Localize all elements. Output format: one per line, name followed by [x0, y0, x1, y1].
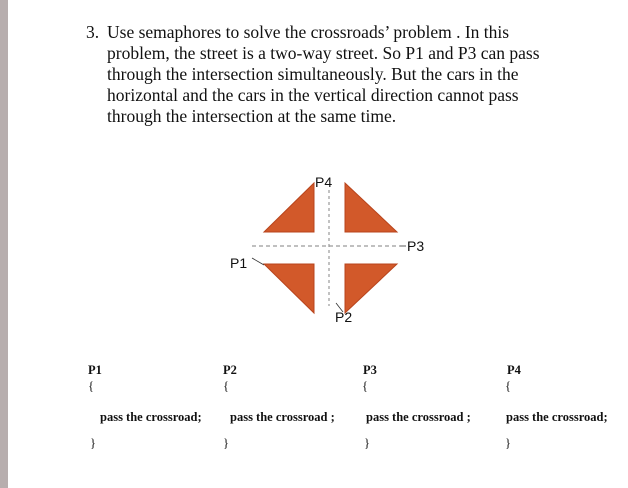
problem-line: problem, the street is a two-way street. So P1 and P3 can pass — [107, 43, 540, 63]
problem-line: through the intersection simultaneously. But the cars in the — [107, 64, 519, 84]
close-brace: } — [223, 436, 229, 450]
process-name: P4 — [507, 363, 521, 377]
top-left-triangle — [264, 183, 314, 232]
process-statement: pass the crossroad; — [100, 410, 202, 424]
p1-label: P1 — [230, 255, 248, 271]
close-brace: } — [364, 436, 370, 450]
p2-label: P2 — [335, 309, 353, 325]
bottom-left-triangle — [264, 264, 314, 313]
p4-label: P4 — [315, 174, 333, 190]
p1-leader-line — [252, 258, 264, 265]
problem-line: horizontal and the cars in the vertical direction cannot pass — [107, 85, 519, 105]
close-brace: } — [90, 436, 96, 450]
process-statement: pass the crossroad; — [506, 410, 608, 424]
process-name: P2 — [223, 363, 237, 377]
close-brace: } — [505, 436, 511, 450]
open-brace: { — [362, 379, 368, 393]
top-right-triangle — [345, 183, 397, 232]
open-brace: { — [505, 379, 511, 393]
process-statement: pass the crossroad ; — [366, 410, 471, 424]
process-name: P1 — [88, 363, 102, 377]
process-statement: pass the crossroad ; — [230, 410, 335, 424]
open-brace: { — [223, 379, 229, 393]
process-name: P3 — [363, 363, 377, 377]
problem-line: through the intersection at the same time. — [107, 106, 397, 126]
p3-label: P3 — [407, 238, 425, 254]
bottom-right-triangle — [345, 264, 397, 313]
problem-line: Use semaphores to solve the crossroads’ problem . In this — [107, 22, 510, 42]
problem-number: 3. — [86, 22, 100, 42]
open-brace: { — [88, 379, 94, 393]
